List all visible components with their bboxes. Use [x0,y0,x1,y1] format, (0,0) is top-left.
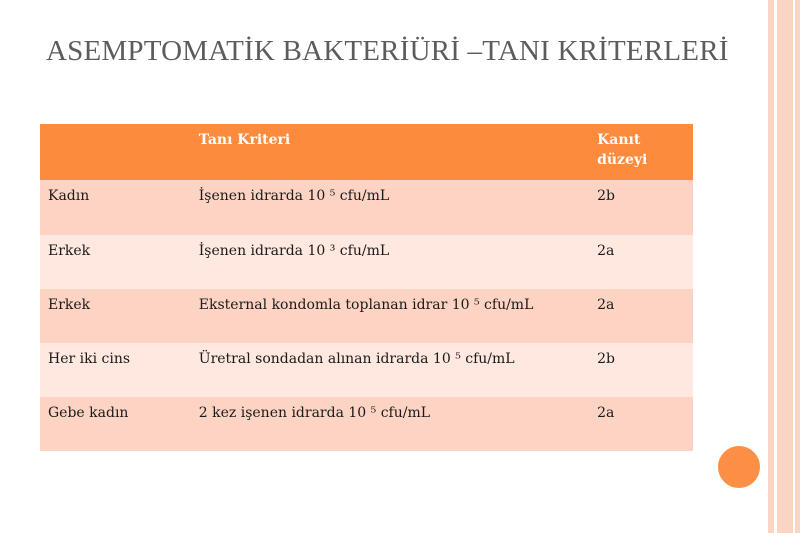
cell-evidence-level: 2a [589,289,693,343]
cell-evidence-level: 2b [589,343,693,397]
cell-group: Kadın [40,180,191,235]
table-row [40,180,693,235]
cell-criterion: Üretral sondadan alınan idrarda 10 ⁵ cfu/mL [191,343,589,397]
header-evidence-level: Kanıt düzeyi [589,124,693,180]
cell-evidence-level: 2a [589,235,693,289]
cell-criterion: 2 kez işenen idrarda 10 ⁵ cfu/mL [191,397,589,451]
cell-group: Erkek [40,235,191,289]
criteria-table [40,124,693,451]
cell-evidence-level: 2a [589,397,693,451]
table-row [40,343,693,397]
cell-group: Erkek [40,289,191,343]
slide-title: ASEMPTOMATİK BAKTERİÜRİ –TANI KRİTERLERİ [46,35,729,67]
cell-criterion: İşenen idrarda 10 ⁵ cfu/mL [191,180,589,235]
cell-criterion: Eksternal kondomla toplanan idrar 10 ⁵ cfu/mL [191,289,589,343]
header-criterion: Tanı Kriteri [191,124,589,180]
table-row [40,289,693,343]
decorative-circle [715,443,763,491]
table-header-row [40,124,693,180]
header-group [40,124,191,180]
cell-group: Gebe kadın [40,397,191,451]
cell-group: Her iki cins [40,343,191,397]
table-row [40,397,693,451]
decorative-stripe [795,0,800,533]
table-row [40,235,693,289]
decorative-stripe [777,0,793,533]
cell-criterion: İşenen idrarda 10 ³ cfu/mL [191,235,589,289]
cell-evidence-level: 2b [589,180,693,235]
